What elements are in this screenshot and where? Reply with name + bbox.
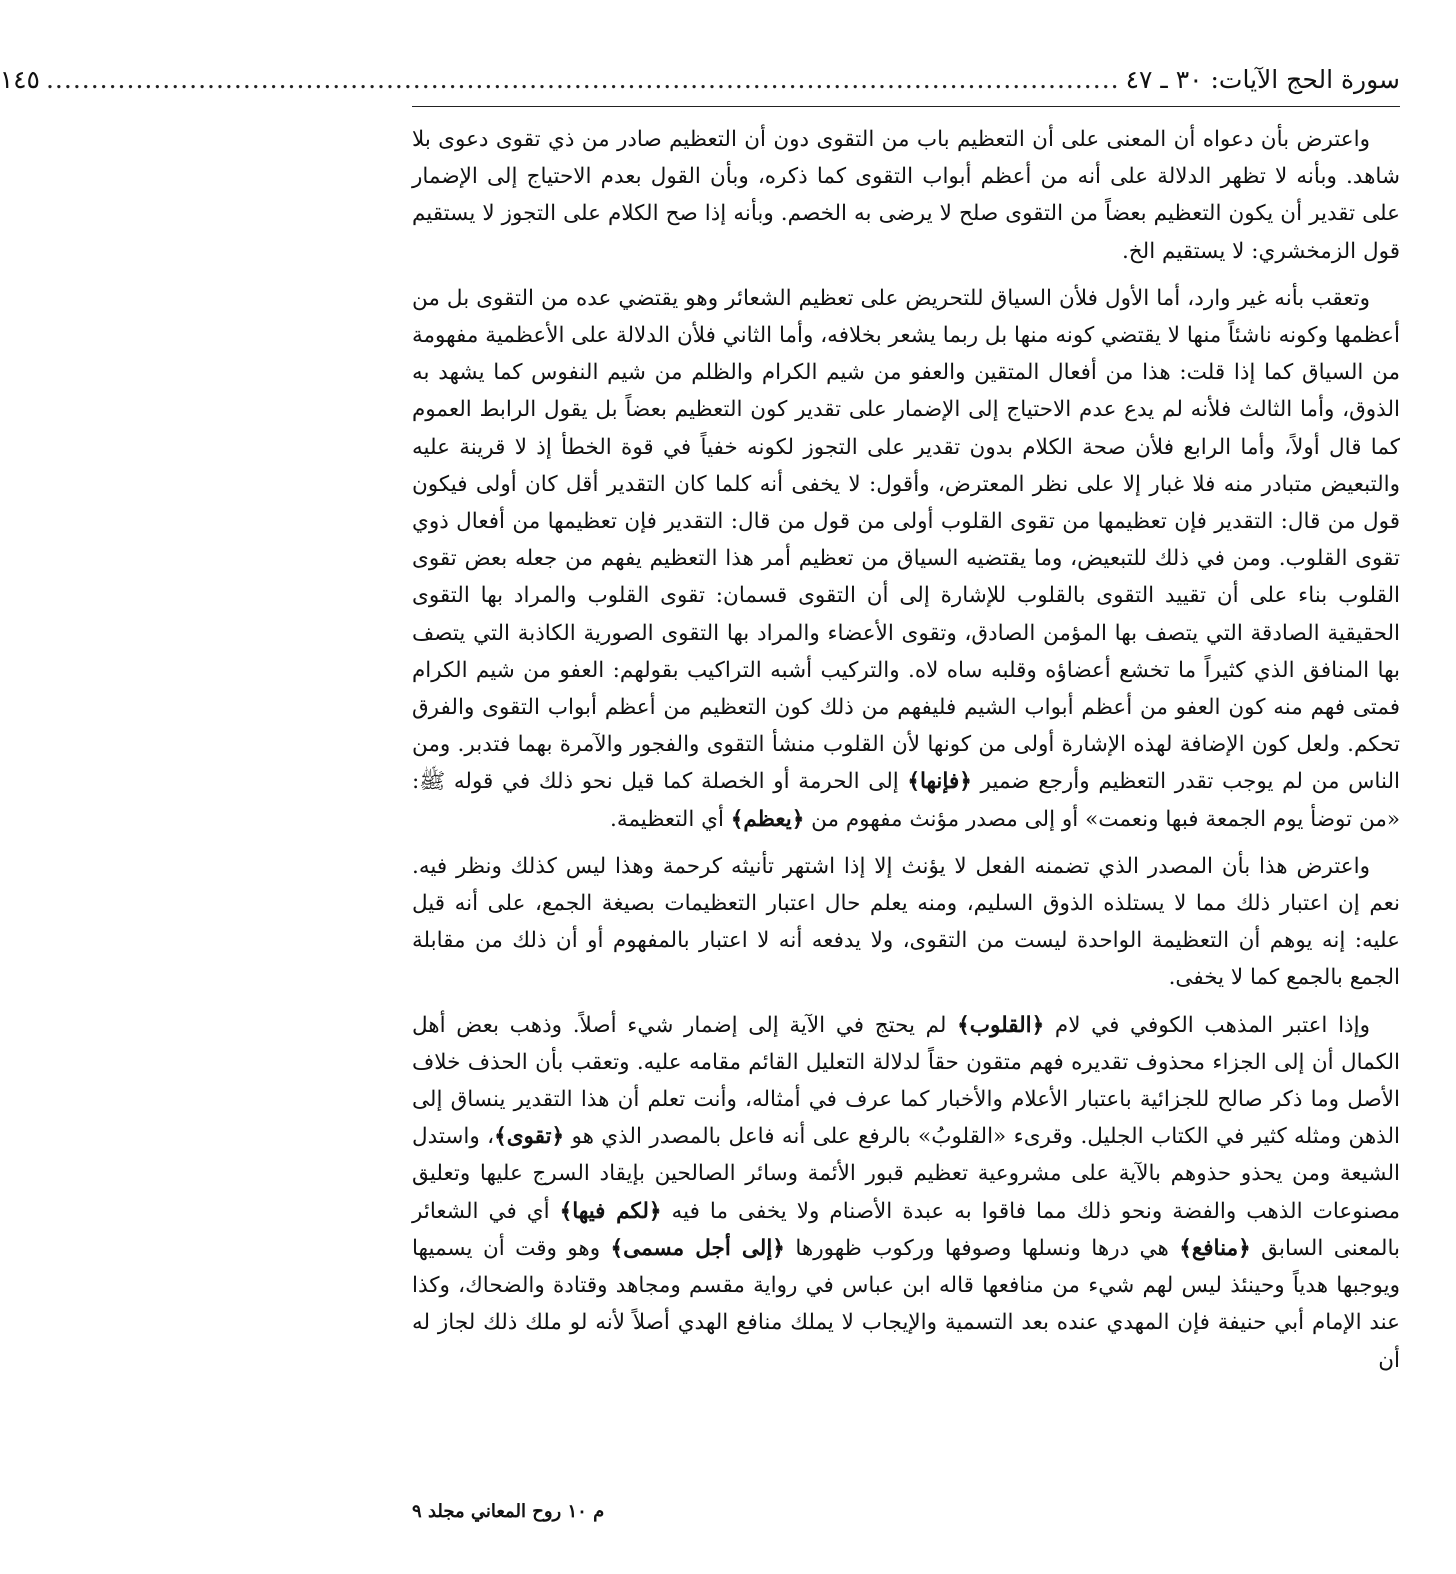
text-run: واعترض هذا بأن المصدر الذي تضمنه الفعل لا يؤنث إلا إذا اشتهر تأنيثه كرحمة وهذا ليس كذلك ونظر فيه. نعم إن اعتبار ذلك مما لا يستلذه الذوق السليم، ومنه يعلم حال اعتبار التعظيمات بصيغة الجمع، على أنه قيل عليه: إنه يوهم أن التعظيمة الواحدة ليست من التقوى، ولا يدفعه أنه لا اعتبار بالمفهوم أو أن ذلك من مقابلة الجمع بالجمع كما لا يخفى.: [412, 853, 1400, 991]
page-number: ١٤٥: [0, 65, 40, 94]
text-run: أي في الشعائر بالمعنى السابق: [412, 1198, 1400, 1261]
quran-quote: ﴿لكم فيها﴾: [559, 1198, 662, 1224]
quran-quote: ﴿فإنها﴾: [907, 769, 972, 795]
text-run: إلى الحرمة أو الخصلة كما قيل نحو ذلك في قوله ﷺ: «من توضأ يوم الجمعة فبها ونعمت» أو إلى مصدر مؤنث مفهوم من: [412, 769, 1400, 832]
header-rule: [412, 106, 1400, 107]
paragraph: [412, 1007, 1400, 1379]
leader-dots: ........................................................................................................................: [45, 65, 1120, 94]
text-run: وإذا اعتبر المذهب الكوفي في لام: [1044, 1012, 1370, 1038]
quran-quote: ﴿القلوب﴾: [957, 1012, 1045, 1038]
text-run: واعترض بأن دعواه أن المعنى على أن التعظيم باب من التقوى دون أن التعظيم صادر من ذي تقوى دعوى بلا شاهد. وبأنه لا تظهر الدلالة على أنه من أعظم أبواب التقوى كما ذكره، وبأن القول بعدم الاحتياج إلى الإضمار على تقدير أن يكون التعظيم بعضاً من التقوى صلح لا يرضى به الخصم. وبأنه إذا صح الكلام على التجوز لا يستقيم قول الزمخشري: لا يستقيم الخ.: [412, 127, 1400, 264]
text-run: لم يحتج في الآية إلى إضمار شيء أصلاً. وذهب بعض أهل الكمال أن إلى الجزاء محذوف تقديره فهم متقون حقاً لدلالة التعليل القائم مقامه عليه. وتعقب بأن الحذف خلاف الأصل وما ذكر صالح للجزائية باعتبار الأعلام والأخبار كما عرف في أمثاله، وأنت تعلم أن هذا التقدير ينساق إلى الذهن ومثله كثير في الكتاب الجليل. وقرىء «القلوبُ» بالرفع على أنه فاعل بالمصدر الذي هو: [412, 1012, 1400, 1150]
text-run: ، واستدل الشيعة ومن يحذو حذوهم بالآية على مشروعية تعظيم قبور الأئمة وسائر الصالحين بإيقاد السرج عليها وتعليق مصنوعات الذهب والفضة ونحو ذلك مما فاقوا به عبدة الأصنام ولا يخفى ما فيه: [412, 1124, 1400, 1224]
paragraph: [412, 280, 1400, 838]
body-text: [412, 121, 1400, 1379]
text-run: هي درها ونسلها وصوفها وركوب ظهورها: [784, 1235, 1180, 1261]
running-header: [0, 60, 1400, 104]
text-run: أي التعظيمة.: [610, 806, 731, 832]
quran-quote: ﴿تقوى﴾: [494, 1124, 565, 1150]
quran-quote: ﴿إلى أجل مسمى﴾: [610, 1235, 785, 1261]
quran-quote: ﴿منافع﴾: [1179, 1235, 1251, 1261]
sura-title: سورة الحج الآيات: ٣٠ ـ ٤٧: [1125, 65, 1400, 94]
text-run: وتعقب بأنه غير وارد، أما الأول فلأن السياق للتحريض على تعظيم الشعائر وهو يقتضي عده من التقوى بل من أعظمها وكونه ناشئاً منها لا يقتضي كونه منها بل ربما يشعر بخلافه، وأما الثاني فلأن الدلالة على الأعظمية مفهومة من السياق كما إذا قلت: هذا من أفعال المتقين والعفو من شيم الكرام والظلم من شيم النفوس كما يشهد به الذوق، وأما الثالث فلأنه لم يدع عدم الاحتياج إلى الإضمار على تقدير كون التعظيم بعضاً بل يقول الرابط العموم كما قال أولاً، وأما الرابع فلأن صحة الكلام بدون تقدير على التجوز لكونه خفياً في قوة الخطأ إذ لا قرينة عليه والتبعيض متبادر منه فلا غبار إلا على نظر المعترض، وأقول: لا يخفى أنه كلما كان التقدير أقل كان أولى فيكون قول من قال: التقدير فإن تعظيمها من تقوى القلوب أولى من قول من قال: التقدير فإن تعظيمها من أفعال ذوي تقوى القلوب. ومن في ذلك للتبعيض، وما يقتضيه السياق من تعظيم أمر هذا التعظيم يفهم من جعله بعض تقوى القلوب بناء على أن تقييد التقوى بالقلوب للإشارة إلى أن التقوى قسمان: تقوى القلوب والمراد بها التقوى الحقيقية الصادقة التي يتصف بها المؤمن الصادق، وتقوى الأعضاء والمراد بها التقوى الصورية الكاذبة التي يتصف بها المنافق الذي كثيراً ما تخشع أعضاؤه وقلبه ساه لاه. والتركيب أشبه التراكيب بقولهم: العفو من شيم الكرام فمتى فهم منه كون العفو من أعظم أبواب الشيم فليفهم من ذلك كون التعظيم من أعظم أبواب التقوى والفرق تحكم. ولعل كون الإضافة لهذه الإشارة أولى من كونها لأن القلوب منشأ التقوى والفجور والآمرة بهما فتدبر. ومن الناس من لم يوجب تقدر التعظيم وأرجع ضمير: [412, 285, 1400, 795]
paragraph: [412, 121, 1400, 270]
text-run: وهو وقت أن يسميها ويوجبها هدياً وحينئذ ليس لهم شيء من منافعها قاله ابن عباس في رواية مقسم ومجاهد وقتادة والضحاك، وكذا عند الإمام أبي حنيفة فإن المهدي عنده بعد التسمية والإيجاب لا يملك منافع الهدي أصلاً لأنه لو ملك ذلك لجاز له أن: [412, 1235, 1400, 1373]
paragraph: [412, 848, 1400, 997]
printer-signature: م ١٠ روح المعاني مجلد ٩: [412, 1501, 605, 1522]
quran-quote: ﴿يعظم﴾: [730, 806, 805, 832]
